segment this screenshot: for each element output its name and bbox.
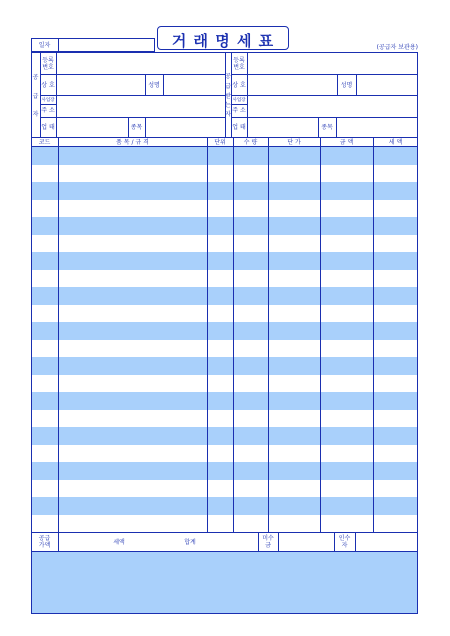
table-row[interactable] [32,270,417,288]
supplier-company-field[interactable] [57,75,145,95]
receiver-item-type-label: 종목 [321,124,333,131]
date-field[interactable] [58,38,155,52]
tax-field[interactable] [130,533,178,551]
table-row[interactable] [32,497,417,515]
supplier-name-field[interactable] [164,75,225,95]
column-header-amount: 금 액 [339,139,354,146]
supplier-side-label-3: 자 [32,111,39,118]
unpaid-label: 미수 금 [262,535,274,549]
table-row[interactable] [32,410,417,428]
supplier-address-field[interactable] [57,96,225,117]
table-row[interactable] [32,322,417,340]
supplier-address-label-small: 사업장 [41,98,55,103]
receiver-reg-no-field[interactable] [248,53,417,74]
column-header-quantity: 수 량 [243,139,258,146]
memo-area[interactable] [31,552,418,614]
supplier-company-label: 상 호 [41,82,55,89]
table-row[interactable] [32,305,417,323]
receiver-side-label-5: 자 [225,111,231,118]
column-header-tax: 세 액 [388,139,403,146]
receiver-side-label-4: 는 [225,102,231,109]
table-row[interactable] [32,217,417,235]
supplier-item-type-label: 종목 [130,124,143,131]
column-header-code: 코드 [38,139,51,146]
receiver-address-label-small: 사업장 [232,98,246,103]
table-row[interactable] [32,392,417,410]
receiver-side-label-1: 공 [225,73,231,80]
table-row[interactable] [32,182,417,200]
receiver-item-type-field[interactable] [337,118,417,138]
supplier-reg-no-field[interactable] [57,53,225,74]
table-row[interactable] [32,252,417,270]
table-row[interactable] [32,427,417,445]
copy-note: (공급자 보관용) [376,44,418,51]
supplier-item-type-field[interactable] [146,118,225,138]
supplier-side-label-1: 공 [32,74,39,81]
unpaid-field[interactable] [279,533,334,551]
receiver-sign-field[interactable] [356,533,417,551]
supplier-side-label-2: 급 [32,93,39,100]
supplier-name-label: 성명 [148,82,160,89]
column-header-item-spec: 품 목 / 규 격 [116,139,149,146]
table-row[interactable] [32,287,417,305]
tax-label: 세액 [113,539,125,546]
table-row[interactable] [32,462,417,480]
supplier-business-type-label: 업 태 [41,124,55,131]
total-field[interactable] [201,533,258,551]
supply-value-field[interactable] [59,533,107,551]
table-row[interactable] [32,357,417,375]
table-row[interactable] [32,147,417,165]
table-row[interactable] [32,445,417,463]
receiver-reg-no-label: 등록 번호 [233,57,245,71]
receiver-name-label: 성명 [340,82,353,89]
receiver-side-label-2: 급 [225,83,231,90]
date-label: 일자 [38,42,51,49]
table-row[interactable] [32,480,417,498]
receiver-address-label: 주 소 [232,107,246,114]
table-row[interactable] [32,375,417,393]
document-title: 거 래 명 세 표 [171,32,275,50]
supplier-address-label: 주 소 [41,107,55,114]
column-header-unit: 단위 [214,139,226,146]
receiver-business-type-label: 업 태 [232,124,246,131]
receiver-company-label: 상 호 [232,82,246,89]
receiver-side-label-3: 받 [225,93,231,100]
supply-value-label: 공급 가액 [38,535,51,549]
receiver-sign-label: 인수 자 [338,535,351,549]
receiver-name-field[interactable] [357,75,417,95]
table-row[interactable] [32,200,417,218]
total-label: 합계 [184,539,196,546]
table-row[interactable] [32,235,417,253]
receiver-company-field[interactable] [248,75,337,95]
table-row[interactable] [32,515,417,533]
table-row[interactable] [32,340,417,358]
supplier-business-type-field[interactable] [57,118,128,138]
supplier-reg-no-label: 등록 번호 [42,57,54,71]
column-header-unit-price: 단 가 [287,139,301,146]
receiver-address-field[interactable] [248,96,417,117]
receiver-business-type-field[interactable] [248,118,318,138]
table-row[interactable] [32,165,417,183]
